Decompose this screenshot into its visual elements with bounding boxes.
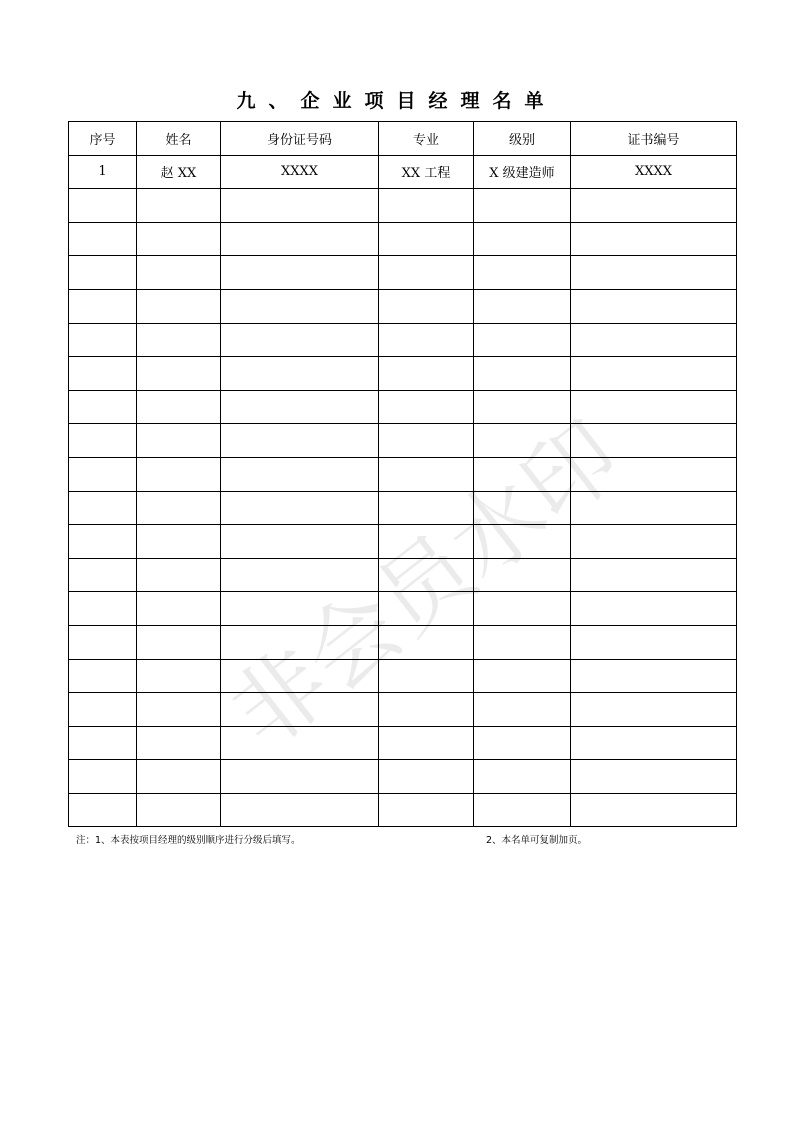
table-cell[interactable]: [221, 222, 379, 256]
table-cell[interactable]: [221, 625, 379, 659]
table-cell[interactable]: [69, 222, 137, 256]
table-cell[interactable]: [137, 390, 221, 424]
table-cell[interactable]: [137, 189, 221, 223]
table-cell[interactable]: [379, 760, 474, 794]
table-row: [69, 457, 737, 491]
table-cell[interactable]: [221, 357, 379, 391]
table-cell[interactable]: [474, 357, 571, 391]
table-row: [69, 558, 737, 592]
header-cell: 序号: [69, 122, 137, 156]
table-cell[interactable]: [69, 592, 137, 626]
table-cell[interactable]: [221, 289, 379, 323]
table-cell[interactable]: [69, 457, 137, 491]
table-row: [69, 390, 737, 424]
table-cell[interactable]: [571, 693, 737, 727]
table-cell[interactable]: [379, 592, 474, 626]
table-cell[interactable]: [137, 625, 221, 659]
table-cell[interactable]: [137, 256, 221, 290]
table-cell[interactable]: [221, 525, 379, 559]
table-cell[interactable]: [379, 289, 474, 323]
table-cell[interactable]: [221, 726, 379, 760]
table-cell[interactable]: [137, 659, 221, 693]
table-row: [69, 424, 737, 458]
table-cell[interactable]: [137, 760, 221, 794]
table-cell[interactable]: [221, 558, 379, 592]
table-notes: [76, 832, 736, 848]
header-cell: 专业: [379, 122, 474, 156]
table-cell[interactable]: XX 工程: [379, 155, 474, 189]
table-row: [69, 155, 737, 189]
table-row: [69, 693, 737, 727]
table-row: [69, 592, 737, 626]
table-cell[interactable]: [571, 659, 737, 693]
table-row: [69, 760, 737, 794]
table-cell[interactable]: [69, 357, 137, 391]
table-cell[interactable]: [474, 659, 571, 693]
table-cell[interactable]: [571, 793, 737, 827]
table-cell[interactable]: [571, 525, 737, 559]
header-cell: 身份证号码: [221, 122, 379, 156]
table-cell[interactable]: [379, 558, 474, 592]
table-cell[interactable]: [69, 693, 137, 727]
table-row: [69, 525, 737, 559]
table-cell[interactable]: [571, 323, 737, 357]
note-1: 注：1、本表按项目经理的级别顺序进行分级后填写。: [76, 835, 301, 846]
table-cell[interactable]: [474, 693, 571, 727]
table-cell[interactable]: [137, 222, 221, 256]
table-cell[interactable]: [379, 693, 474, 727]
table-cell[interactable]: [69, 424, 137, 458]
table-cell[interactable]: [221, 693, 379, 727]
table-cell[interactable]: [474, 726, 571, 760]
table-cell[interactable]: [69, 525, 137, 559]
table-cell[interactable]: [221, 424, 379, 458]
project-manager-table: [68, 121, 737, 827]
table-cell[interactable]: [221, 760, 379, 794]
table-cell[interactable]: [571, 592, 737, 626]
page-title: 九、企业项目经理名单: [236, 90, 557, 112]
table-cell[interactable]: [571, 491, 737, 525]
table-cell[interactable]: [69, 726, 137, 760]
watermark: 非会员水印: [211, 401, 640, 769]
table-cell[interactable]: [379, 659, 474, 693]
table-cell[interactable]: [571, 256, 737, 290]
table-cell[interactable]: [571, 189, 737, 223]
table-cell[interactable]: [571, 222, 737, 256]
table-cell[interactable]: [137, 592, 221, 626]
table-cell[interactable]: [571, 558, 737, 592]
table-cell[interactable]: [379, 390, 474, 424]
table-cell[interactable]: [69, 793, 137, 827]
table-cell[interactable]: [69, 491, 137, 525]
table-row: [69, 323, 737, 357]
table-cell[interactable]: [137, 558, 221, 592]
table-cell[interactable]: [137, 693, 221, 727]
table-cell[interactable]: [474, 323, 571, 357]
table-cell[interactable]: [571, 424, 737, 458]
table-cell[interactable]: X 级建造师: [474, 155, 571, 189]
table-cell[interactable]: [137, 525, 221, 559]
table-cell[interactable]: [571, 289, 737, 323]
table-cell[interactable]: 赵 XX: [137, 155, 221, 189]
table-cell[interactable]: [69, 323, 137, 357]
table-cell[interactable]: [221, 457, 379, 491]
table-cell[interactable]: [474, 760, 571, 794]
table-cell[interactable]: [137, 289, 221, 323]
table-cell[interactable]: [137, 357, 221, 391]
table-cell[interactable]: [379, 323, 474, 357]
table-cell[interactable]: [69, 189, 137, 223]
table-cell[interactable]: [474, 558, 571, 592]
table-row: [69, 625, 737, 659]
table-cell[interactable]: 1: [69, 155, 137, 189]
table-row: [69, 189, 737, 223]
table-cell[interactable]: [221, 189, 379, 223]
table-cell[interactable]: XXXX: [571, 155, 737, 189]
table-row: [69, 659, 737, 693]
table-cell[interactable]: [571, 357, 737, 391]
table-row: [69, 726, 737, 760]
table-cell[interactable]: [474, 491, 571, 525]
table-cell[interactable]: [379, 222, 474, 256]
table-header-row: [69, 122, 737, 156]
table-cell[interactable]: [474, 256, 571, 290]
table-cell[interactable]: [474, 222, 571, 256]
table-row: [69, 793, 737, 827]
table-cell[interactable]: [379, 793, 474, 827]
table-cell[interactable]: [69, 625, 137, 659]
table-cell[interactable]: [137, 457, 221, 491]
table-cell[interactable]: [474, 793, 571, 827]
table-cell[interactable]: [474, 625, 571, 659]
table-cell[interactable]: [379, 525, 474, 559]
table-cell[interactable]: [69, 558, 137, 592]
table-cell[interactable]: [221, 592, 379, 626]
table-cell[interactable]: [379, 189, 474, 223]
header-cell: 姓名: [137, 122, 221, 156]
table-cell[interactable]: [474, 189, 571, 223]
table-cell[interactable]: [137, 793, 221, 827]
table-cell[interactable]: [221, 491, 379, 525]
table-cell[interactable]: [379, 491, 474, 525]
table-cell[interactable]: [379, 424, 474, 458]
table-cell[interactable]: [379, 726, 474, 760]
note-2: 2、本名单可复制加页。: [486, 835, 588, 846]
table-cell[interactable]: [571, 760, 737, 794]
table-cell[interactable]: [221, 793, 379, 827]
table-cell[interactable]: [571, 390, 737, 424]
table-cell[interactable]: [474, 390, 571, 424]
table-cell[interactable]: [379, 357, 474, 391]
table-cell[interactable]: [137, 726, 221, 760]
table-cell[interactable]: [69, 256, 137, 290]
table-cell[interactable]: [69, 760, 137, 794]
table-row: [69, 256, 737, 290]
table-cell[interactable]: [69, 390, 137, 424]
table-cell[interactable]: [474, 289, 571, 323]
table-row: [69, 289, 737, 323]
table-cell[interactable]: [571, 726, 737, 760]
table-cell[interactable]: [474, 525, 571, 559]
table-cell[interactable]: [379, 457, 474, 491]
table-row: [69, 357, 737, 391]
table-cell[interactable]: [137, 323, 221, 357]
table-cell[interactable]: [69, 659, 137, 693]
table-row: [69, 491, 737, 525]
table-cell[interactable]: [221, 323, 379, 357]
table-cell[interactable]: [571, 457, 737, 491]
table-cell[interactable]: [137, 424, 221, 458]
table-cell[interactable]: [69, 289, 137, 323]
table-cell[interactable]: [474, 424, 571, 458]
table-cell[interactable]: [221, 256, 379, 290]
table-cell[interactable]: [379, 625, 474, 659]
table-cell[interactable]: [221, 390, 379, 424]
header-cell: 证书编号: [571, 122, 737, 156]
table-cell[interactable]: [474, 457, 571, 491]
table-cell[interactable]: XXXX: [221, 155, 379, 189]
table-cell[interactable]: [571, 625, 737, 659]
table-cell[interactable]: [379, 256, 474, 290]
table-cell[interactable]: [137, 491, 221, 525]
header-cell: 级别: [474, 122, 571, 156]
table-cell[interactable]: [474, 592, 571, 626]
table-row: [69, 222, 737, 256]
table-cell[interactable]: [221, 659, 379, 693]
